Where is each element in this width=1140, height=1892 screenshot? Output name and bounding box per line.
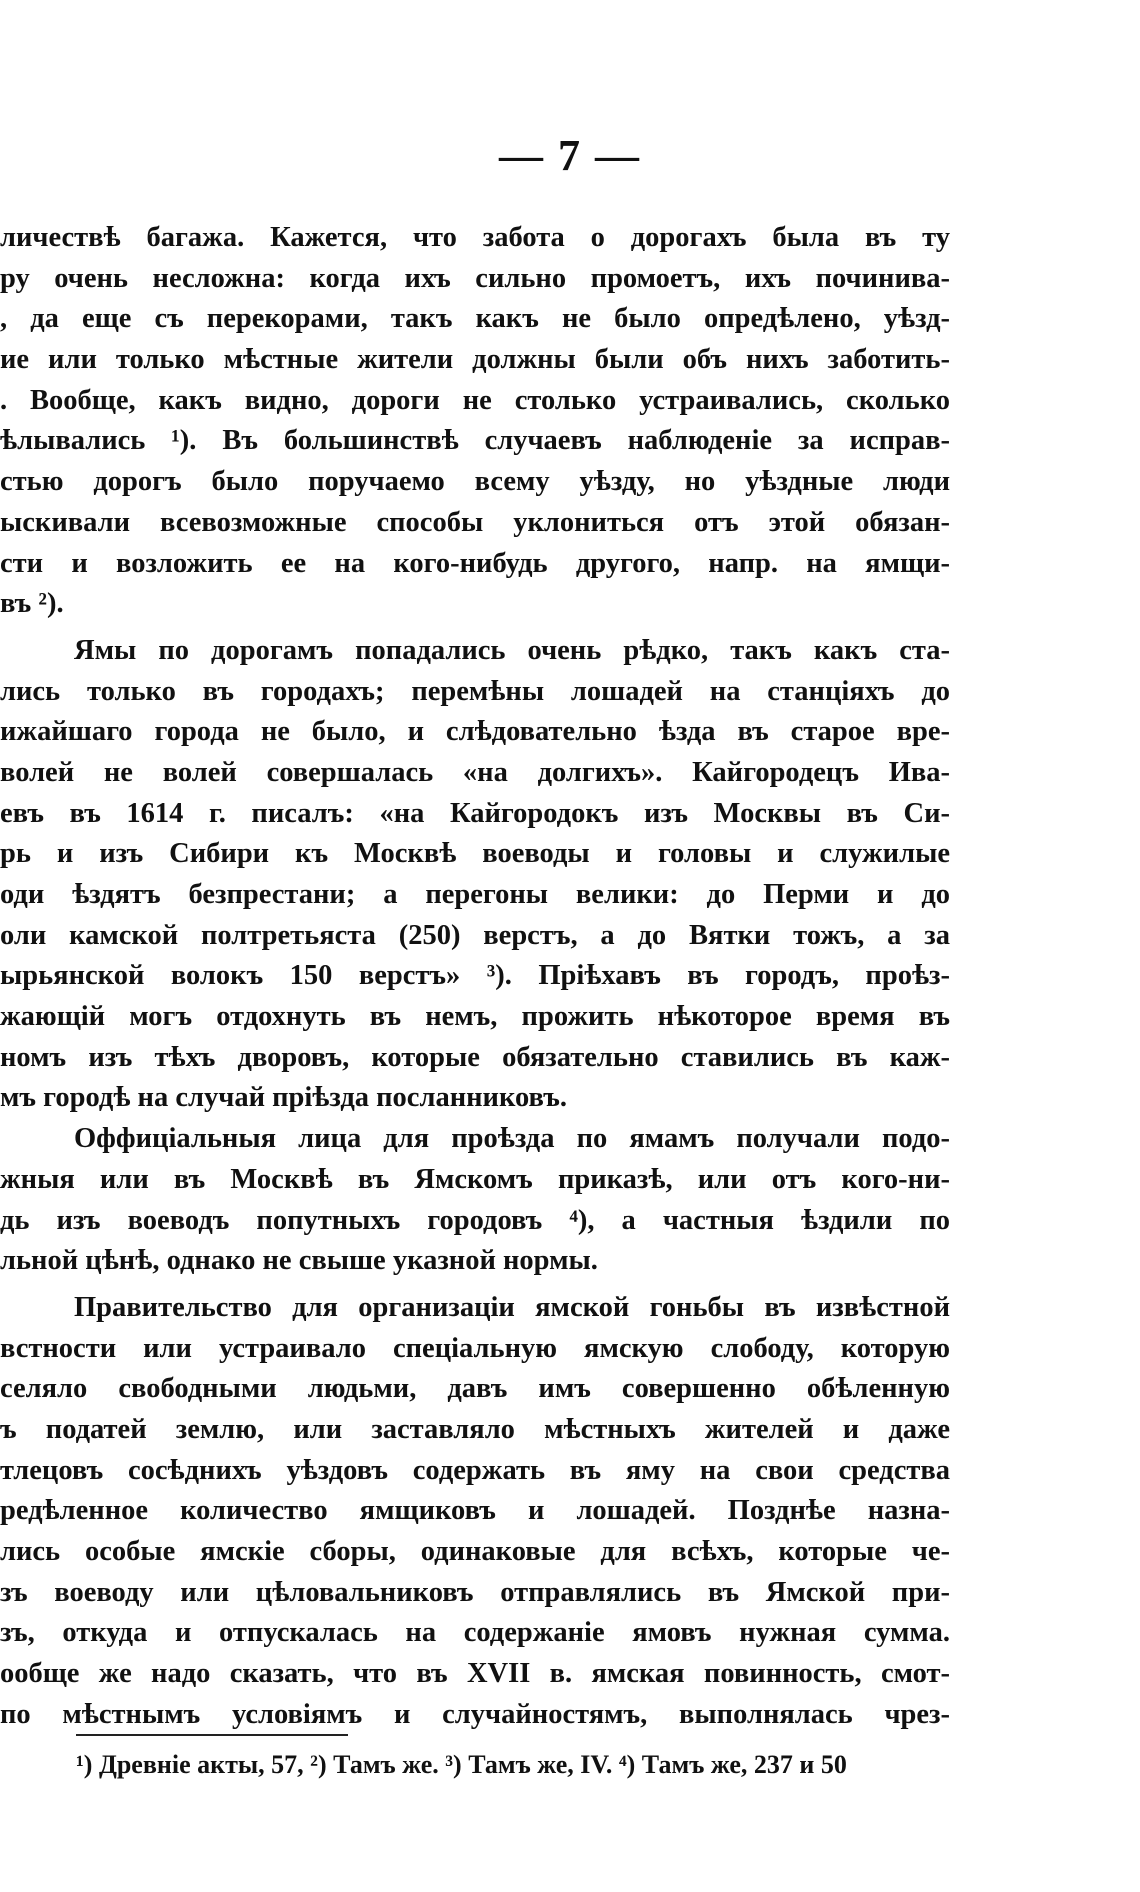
text-line: редѣленное количество ямщиковъ и лошадей. Позднѣе назна-	[0, 1495, 950, 1527]
text-line: . Вообще, какъ видно, дороги не столько устраивались, сколько	[0, 384, 950, 416]
text-line: селяло свободными людьми, давъ имъ совершенно обѣленную	[0, 1373, 950, 1405]
text-line: по мѣстнымъ условіямъ и случайностямъ, выполнялась чрез-	[0, 1698, 950, 1730]
text-line: тлецовъ сосѣднихъ уѣздовъ содержать въ яму на свои средства	[0, 1454, 950, 1486]
page-number: — 7 —	[499, 131, 641, 180]
text-line: ѣлывались ¹). Въ большинствѣ случаевъ наблюденіе за исправ-	[0, 425, 950, 457]
text-line: сти и возложить ее на кого-нибудь другого, напр. на ямщи-	[0, 547, 950, 579]
body-text	[0, 218, 950, 1735]
paragraph-start-line: Оффиціальныя лица для проѣзда по ямамъ получали подо-	[74, 1123, 950, 1155]
text-line: оли камской полтретьяста (250) верстъ, а до Вятки тожъ, а за	[0, 919, 950, 951]
text-line: личествѣ багажа. Кажется, что забота о дорогахъ была въ ту	[0, 222, 950, 253]
text-line: номъ изъ тѣхъ дворовъ, которые обязательно ставились въ каж-	[0, 1041, 950, 1073]
text-line: льной цѣнѣ, однако не свыше указной нормы.	[0, 1245, 598, 1277]
text-line: лись только въ городахъ; перемѣны лошадей на станціяхъ до	[0, 675, 950, 707]
text-line: ижайшаго города не было, и слѣдовательно ѣзда въ старое вре-	[0, 716, 950, 748]
paragraph-start-line: Правительство для организаціи ямской гоньбы въ извѣстной	[74, 1291, 950, 1323]
text-line: мъ городѣ на случай пріѣзда посланниковъ.	[0, 1082, 567, 1114]
text-line: дь изъ воеводъ попутныхъ городовъ ⁴), а частныя ѣздили по	[0, 1204, 950, 1236]
footnotes: ¹) Древніе акты, 57, ²) Тамъ же. ³) Тамъ же, IV. ⁴) Тамъ же, 237 и 50	[76, 1750, 847, 1779]
text-line: ие или только мѣстные жители должны были объ нихъ заботить-	[0, 344, 950, 376]
text-line: , да еще съ перекорами, такъ какъ не было опредѣлено, уѣзд-	[0, 303, 950, 335]
text-line: зъ воеводу или цѣловальниковъ отправлялись въ Ямской при-	[0, 1576, 950, 1608]
text-line: стью дорогъ было поручаемо всему уѣзду, но уѣздные люди	[0, 466, 950, 498]
text-line: ъ податей землю, или заставляло мѣстныхъ жителей и даже	[0, 1413, 950, 1445]
text-line: жающій могъ отдохнуть въ немъ, прожить нѣкоторое время въ	[0, 1001, 950, 1033]
text-line: ыскивали всевозможные способы уклониться отъ этой обязан-	[0, 506, 950, 538]
text-line: лись особые ямскіе сборы, одинаковые для всѣхъ, которые че-	[0, 1536, 950, 1567]
paragraph-start-line: Ямы по дорогамъ попадались очень рѣдко, такъ какъ ста-	[74, 634, 950, 666]
text-line: оди ѣздятъ безпрестани; а перегоны велики: до Перми и до	[0, 879, 950, 910]
text-line: зъ, откуда и отпускалась на содержаніе ямовъ нужная сумма.	[0, 1617, 950, 1649]
text-line: встности или устраивало спеціальную ямскую слободу, которую	[0, 1332, 950, 1364]
text-line: жныя или въ Москвѣ въ Ямскомъ приказѣ, или отъ кого-ни-	[0, 1163, 950, 1195]
text-line: волей не волей совершалась «на долгихъ». Кайгородецъ Ива-	[0, 756, 950, 788]
text-line: ырьянской волокъ 150 верстъ» ³). Пріѣхавъ въ городъ, проѣз-	[0, 960, 950, 992]
footnote-divider	[76, 1734, 348, 1736]
text-line: рь и изъ Сибири къ Москвѣ воеводы и головы и служилые	[0, 838, 950, 870]
text-line: ообще же надо сказать, что въ XVII в. ямская повинность, смот-	[0, 1658, 950, 1690]
text-line: евъ въ 1614 г. писалъ: «на Кайгородокъ изъ Москвы въ Си-	[0, 797, 950, 829]
text-line: ру очень несложна: когда ихъ сильно промоетъ, ихъ починива-	[0, 262, 950, 294]
text-line: въ ²).	[0, 588, 64, 620]
